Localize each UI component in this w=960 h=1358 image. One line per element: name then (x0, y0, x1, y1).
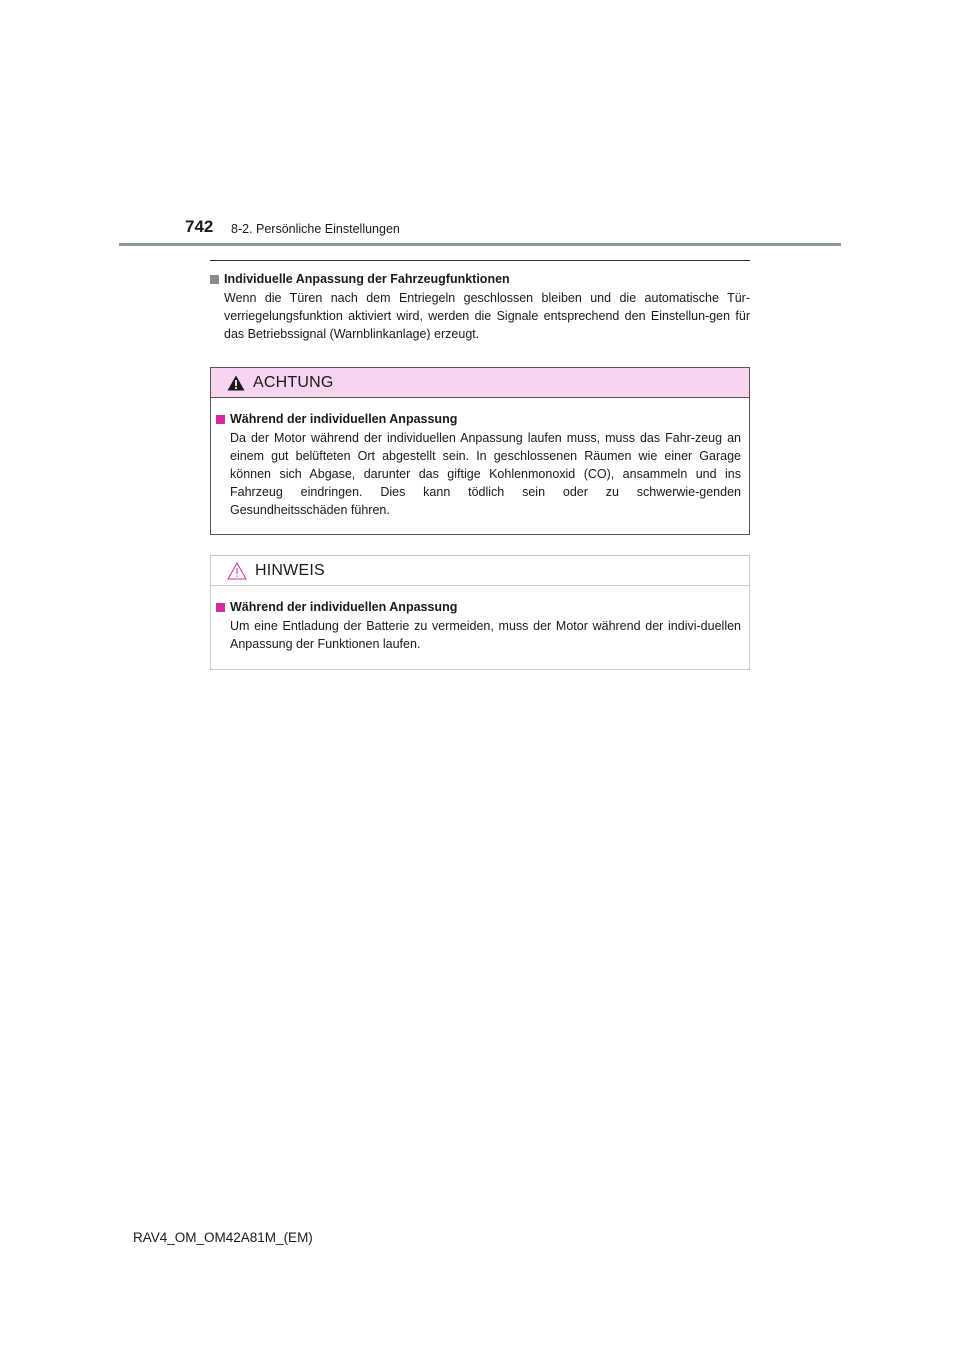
warning-heading: Während der individuellen Anpassung (230, 412, 458, 426)
square-bullet-icon (210, 275, 219, 284)
header-rule (119, 243, 841, 246)
intro-section (210, 270, 750, 343)
caution-outline-triangle-icon (227, 562, 247, 580)
warning-heading-line (216, 410, 741, 428)
warning-box (210, 367, 750, 535)
intro-heading-line (210, 270, 750, 288)
warning-triangle-icon (227, 375, 245, 391)
warning-title: ACHTUNG (253, 373, 334, 391)
warning-text: Da der Motor während der individuellen Anpassung laufen muss, muss das Fahr-zeug an einem gut belüfteten Ort abgestellt sein. In geschlossenen Räumen wie einer Garage können sich Abgase, darunter das giftige Kohlenmonoxid (CO), ansammeln und ins Fahrzeug eindringen. Dies kann tödlich sein oder zu schwerwie-genden Gesundheitsschäden führen. (230, 431, 741, 517)
section-divider (210, 260, 750, 261)
warning-body (211, 398, 749, 519)
section-title: 8-2. Persönliche Einstellungen (231, 222, 400, 236)
intro-heading: Individuelle Anpassung der Fahrzeugfunktionen (224, 272, 510, 286)
note-box (210, 555, 750, 670)
note-body (211, 586, 749, 653)
document-code: RAV4_OM_OM42A81M_(EM) (133, 1230, 313, 1245)
note-text: Um eine Entladung der Batterie zu vermeiden, muss der Motor während der indivi-duellen Anpassung der Funktionen laufen. (230, 619, 741, 651)
warning-header (211, 368, 749, 398)
square-bullet-icon (216, 603, 225, 612)
intro-text: Wenn die Türen nach dem Entriegeln geschlossen bleiben und die automatische Tür-verriegelungsfunktion aktiviert wird, werden die Signale entsprechend den Einstellun-gen für das Betriebssignal (Warnblinkanlage) erzeugt. (224, 291, 750, 341)
page-number: 742 (185, 217, 214, 236)
note-heading: Während der individuellen Anpassung (230, 600, 458, 614)
note-heading-line (216, 598, 741, 616)
note-header (211, 556, 749, 586)
square-bullet-icon (216, 415, 225, 424)
note-title: HINWEIS (255, 561, 325, 579)
